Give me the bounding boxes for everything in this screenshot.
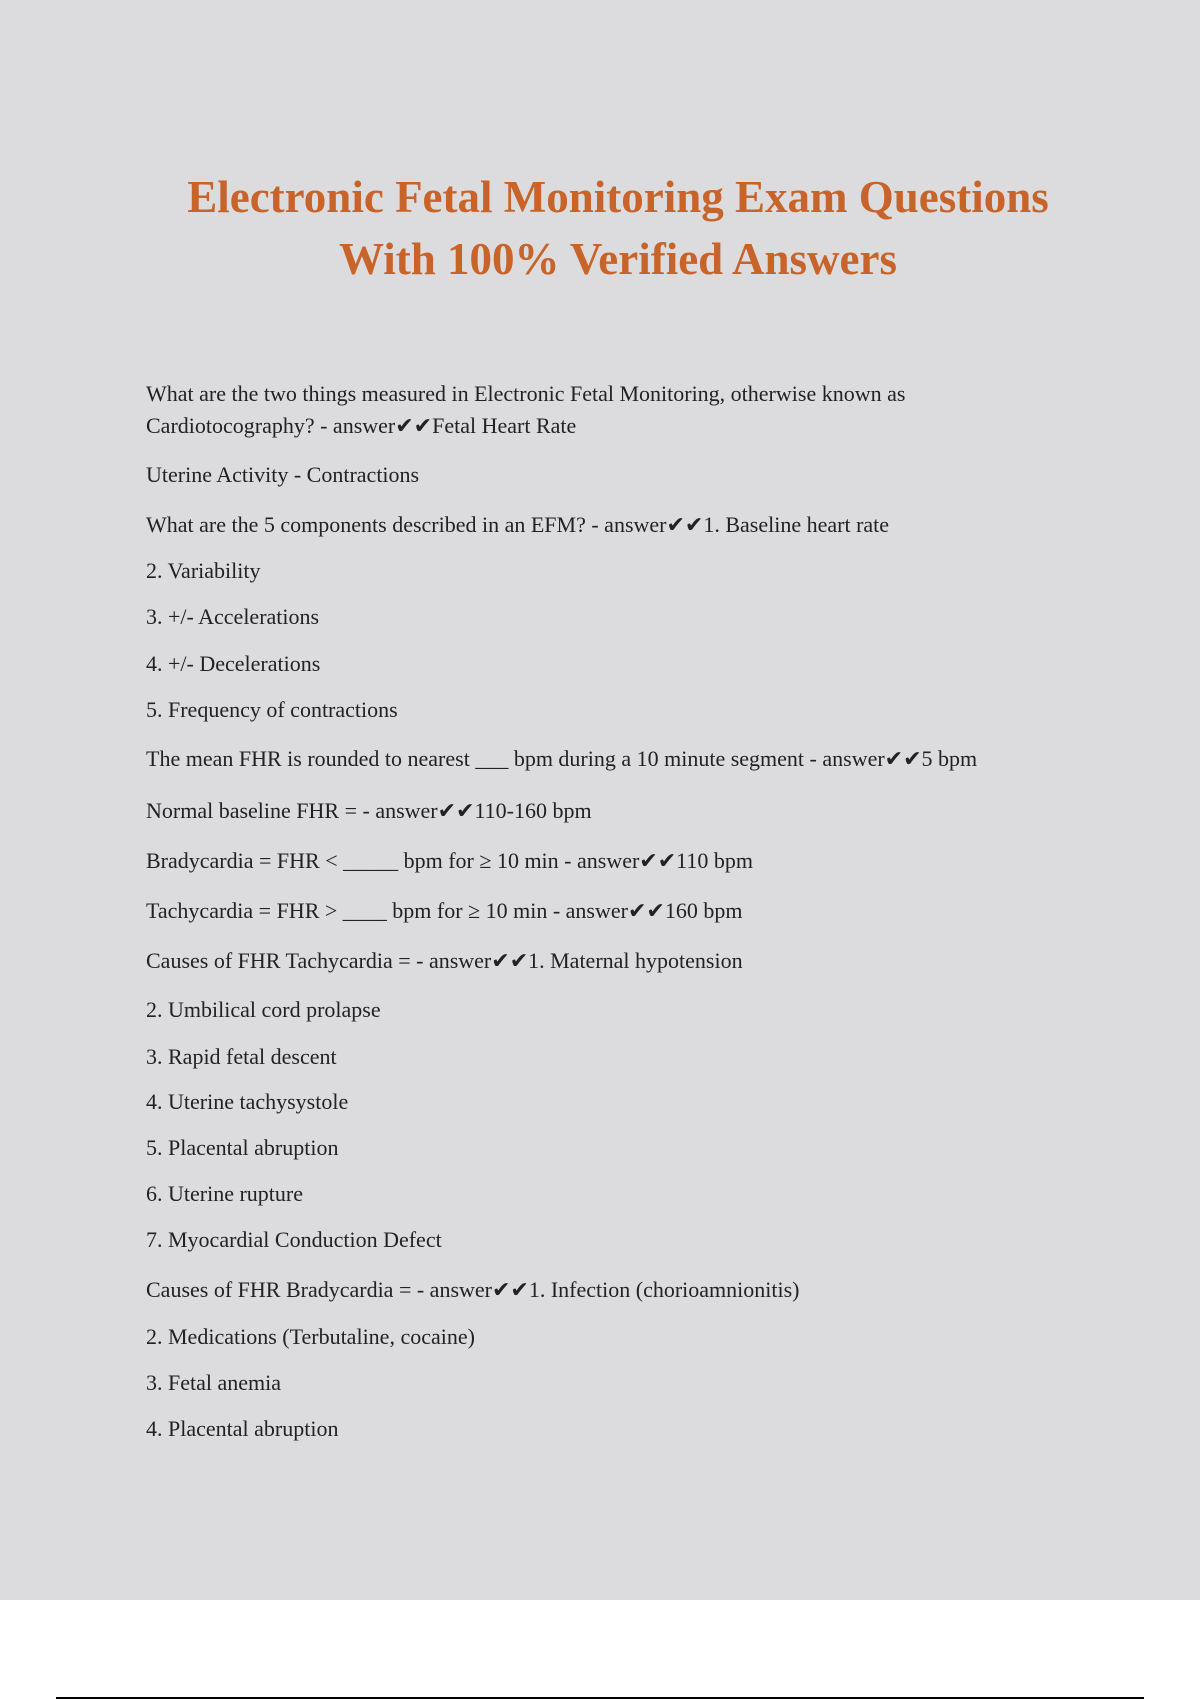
- qa-line: 2. Medications (Terbutaline, cocaine): [146, 1324, 475, 1349]
- qa-line: Tachycardia = FHR > ____ bpm for ≥ 10 min - answer✔✔160 bpm: [146, 898, 743, 923]
- qa-line: What are the two things measured in Electronic Fetal Monitoring, otherwise known as Cardiotocography? - answer✔✔Fetal Heart Rate: [146, 381, 906, 438]
- qa-line: 7. Myocardial Conduction Defect: [146, 1227, 442, 1252]
- qa-line: 5. Frequency of contractions: [146, 697, 398, 722]
- title-line-1: Electronic Fetal Monitoring Exam Questions: [187, 172, 1049, 222]
- qa-line: Bradycardia = FHR < _____ bpm for ≥ 10 min - answer✔✔110 bpm: [146, 848, 753, 873]
- qa-line: Causes of FHR Bradycardia = - answer✔✔1. Infection (chorioamnionitis): [146, 1277, 800, 1302]
- qa-line: Causes of FHR Tachycardia = - answer✔✔1. Maternal hypotension: [146, 948, 743, 973]
- qa-line: 5. Placental abruption: [146, 1135, 339, 1160]
- qa-line: What are the 5 components described in an EFM? - answer✔✔1. Baseline heart rate: [146, 512, 890, 537]
- qa-line: 3. Rapid fetal descent: [146, 1044, 337, 1069]
- qa-line: 6. Uterine rupture: [146, 1181, 303, 1206]
- qa-line: Normal baseline FHR = - answer✔✔110-160 bpm: [146, 798, 592, 823]
- qa-line: 4. +/- Decelerations: [146, 651, 321, 676]
- title-line-2: With 100% Verified Answers: [339, 234, 897, 284]
- qa-line: 4. Placental abruption: [146, 1416, 339, 1441]
- qa-line: 4. Uterine tachysystole: [146, 1089, 349, 1114]
- qa-line: 2. Umbilical cord prolapse: [146, 997, 381, 1022]
- qa-line: 2. Variability: [146, 558, 261, 583]
- qa-line: Uterine Activity - Contractions: [146, 462, 420, 487]
- qa-line: 3. +/- Accelerations: [146, 604, 320, 629]
- qa-line: The mean FHR is rounded to nearest ___ bpm during a 10 minute segment - answer✔✔5 bpm: [146, 746, 978, 771]
- qa-line: 3. Fetal anemia: [146, 1370, 282, 1395]
- footer-divider: [56, 1697, 1144, 1699]
- document-title: [0, 166, 1200, 290]
